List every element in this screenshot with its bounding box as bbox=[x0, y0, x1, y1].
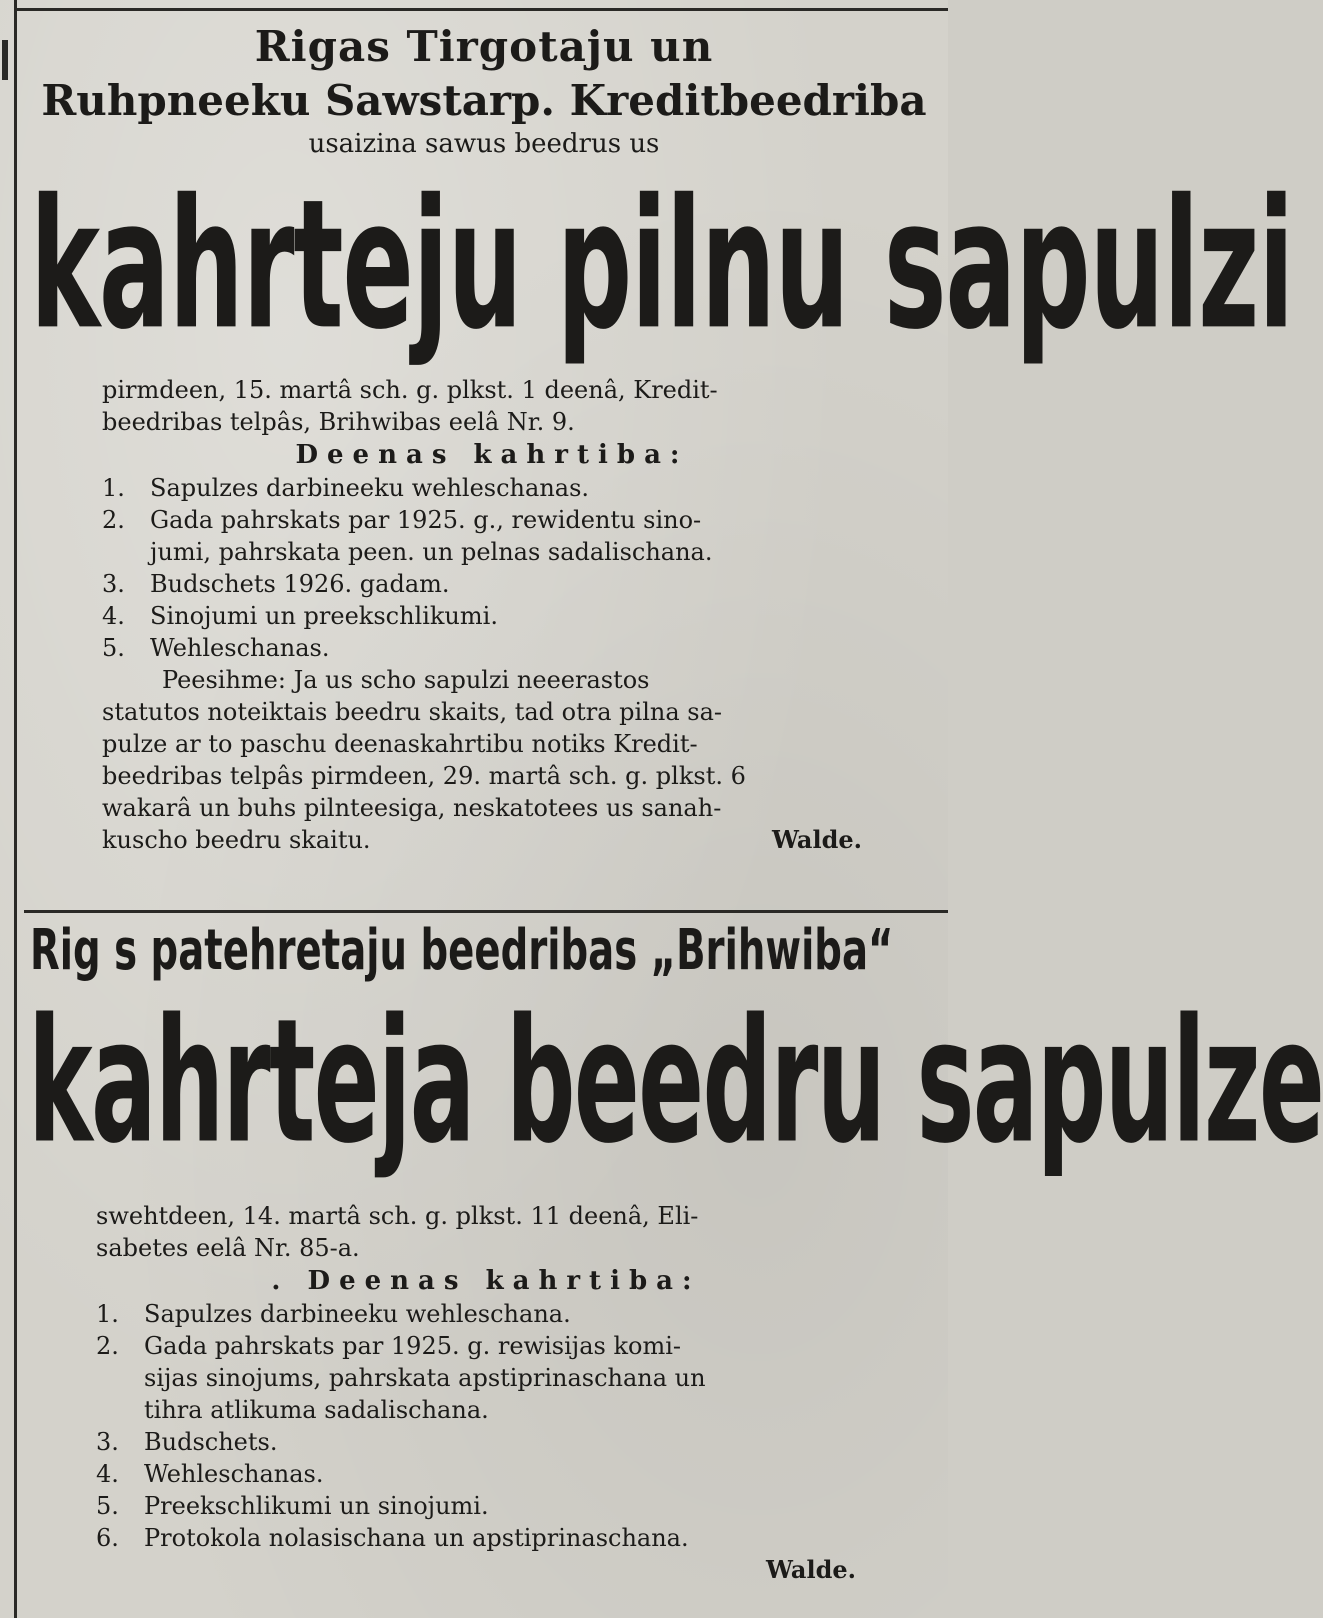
ad1-agenda-title: Deenas kahrtiba: bbox=[295, 440, 689, 470]
ad2-organization: Rig s patehretaju beedribas „Brihwiba“ bbox=[30, 918, 894, 983]
ad2-agenda-text bbox=[144, 1426, 876, 1458]
ad1-agenda-text bbox=[150, 632, 882, 664]
top-rule bbox=[14, 8, 948, 11]
ad1-note-line: pulze ar to paschu deenaskahrtibu notiks Kredit- bbox=[102, 730, 698, 758]
ad1-invite: usaizina sawus beedrus us bbox=[308, 129, 660, 159]
ad1-agenda-number: 4. bbox=[102, 602, 125, 630]
ad2-agenda-line: Gada pahrskats par 1925. g. rewisijas komi- bbox=[144, 1332, 681, 1360]
ad1-agenda-text bbox=[150, 472, 882, 504]
ad2-agenda-line: Wehleschanas. bbox=[144, 1460, 324, 1488]
ad1-note-last: kuscho beedru skaitu. bbox=[102, 826, 371, 854]
ad2-agenda-item bbox=[96, 1330, 876, 1426]
ad1-agenda-text bbox=[150, 600, 882, 632]
ad1-note-line: beedribas telpâs pirmdeen, 29. martâ sch. g. plkst. 6 bbox=[102, 762, 746, 790]
ad1-agenda-item bbox=[102, 632, 882, 664]
ad1-note bbox=[102, 664, 882, 824]
ad2-intro-line1: swehtdeen, 14. martâ sch. g. plkst. 11 deenâ, Eli- bbox=[96, 1202, 699, 1230]
ad2-agenda-list bbox=[96, 1298, 876, 1554]
ad2-agenda-text bbox=[144, 1330, 876, 1426]
ad2-agenda-item bbox=[96, 1298, 876, 1330]
ad1-agenda-line: Sapulzes darbineeku wehleschanas. bbox=[150, 474, 590, 502]
ad2-agenda-line: Preekschlikumi un sinojumi. bbox=[144, 1492, 489, 1520]
column-rule bbox=[14, 0, 17, 1618]
left-edge-mark bbox=[2, 40, 8, 80]
ad2-agenda-text bbox=[144, 1522, 876, 1554]
ad1-agenda-item bbox=[102, 472, 882, 504]
ad1-agenda-line: Sinojumi un preekschlikumi. bbox=[150, 602, 498, 630]
ad1-agenda-number: 3. bbox=[102, 570, 125, 598]
ad2-headline: kahrteja beedru sapulze bbox=[28, 982, 1323, 1182]
ad2-agenda-item bbox=[96, 1426, 876, 1458]
ad2-agenda-text bbox=[144, 1458, 876, 1490]
ad2-agenda-text bbox=[144, 1490, 876, 1522]
ad2-agenda-number: 2. bbox=[96, 1332, 119, 1360]
ad1-body bbox=[102, 374, 882, 856]
ad2-body bbox=[96, 1200, 876, 1586]
ad1-intro-line1: pirmdeen, 15. martâ sch. g. plkst. 1 deenâ, Kredit- bbox=[102, 376, 718, 404]
ad2-agenda-line: tihra atlikuma sadalischana. bbox=[144, 1396, 489, 1424]
ad1-agenda-text bbox=[150, 504, 882, 568]
ad1-note-line: wakarâ un buhs pilnteesiga, neskatotees us sanah- bbox=[102, 794, 722, 822]
ad1-agenda-item bbox=[102, 568, 882, 600]
ad1-org-line1: Rigas Tirgotaju un bbox=[254, 22, 714, 71]
ad2-agenda-title: . Deenas kahrtiba: bbox=[271, 1266, 701, 1296]
ad1-note-line: Peesihme: Ja us scho sapulzi neeerastos bbox=[162, 666, 650, 694]
ad1-agenda-list bbox=[102, 472, 882, 664]
ad1-agenda-number: 5. bbox=[102, 634, 125, 662]
ad2-agenda-item bbox=[96, 1490, 876, 1522]
ad1-intro-line2: beedribas telpâs, Brihwibas eelâ Nr. 9. bbox=[102, 408, 575, 436]
ad1-agenda-item bbox=[102, 504, 882, 568]
ad1-signature: Walde. bbox=[772, 825, 862, 854]
ad1-agenda-number: 2. bbox=[102, 506, 125, 534]
ad1-agenda-item bbox=[102, 600, 882, 632]
ad1-agenda-line: Wehleschanas. bbox=[150, 634, 330, 662]
ad2-signature: Walde. bbox=[766, 1555, 856, 1584]
ad1-organization bbox=[24, 20, 944, 128]
ad2-agenda-text bbox=[144, 1298, 876, 1330]
ad1-agenda-line: jumi, pahrskata peen. un pelnas sadalischana. bbox=[150, 538, 713, 566]
ad1-headline: kahrteju pilnu sapulzi bbox=[30, 161, 1294, 370]
ad2-agenda-line: sijas sinojums, pahrskata apstiprinaschana un bbox=[144, 1364, 706, 1392]
ad1-agenda-line: Budschets 1926. gadam. bbox=[150, 570, 450, 598]
ad2-agenda-item bbox=[96, 1458, 876, 1490]
ad1-org-line2: Ruhpneeku Sawstarp. Kreditbeedriba bbox=[41, 76, 927, 125]
ad2-agenda-line: Protokola nolasischana un apstiprinaschana. bbox=[144, 1524, 689, 1552]
ad2-agenda-number: 1. bbox=[96, 1300, 119, 1328]
ad2-agenda-number: 5. bbox=[96, 1492, 119, 1520]
ad2-agenda-number: 6. bbox=[96, 1524, 119, 1552]
ad2-agenda-line: Sapulzes darbineeku wehleschana. bbox=[144, 1300, 571, 1328]
ad2-agenda-number: 4. bbox=[96, 1460, 119, 1488]
ad2-agenda-line: Budschets. bbox=[144, 1428, 278, 1456]
ad1-agenda-number: 1. bbox=[102, 474, 125, 502]
ad2-intro-line2: sabetes eelâ Nr. 85-a. bbox=[96, 1234, 360, 1262]
ad1-final-line bbox=[102, 824, 882, 856]
ad2-agenda-number: 3. bbox=[96, 1428, 119, 1456]
ad2-agenda-item bbox=[96, 1522, 876, 1554]
ad1-note-line: statutos noteiktais beedru skaits, tad otra pilna sa- bbox=[102, 698, 723, 726]
ad1-agenda-text bbox=[150, 568, 882, 600]
ad1-agenda-line: Gada pahrskats par 1925. g., rewidentu sino- bbox=[150, 506, 702, 534]
